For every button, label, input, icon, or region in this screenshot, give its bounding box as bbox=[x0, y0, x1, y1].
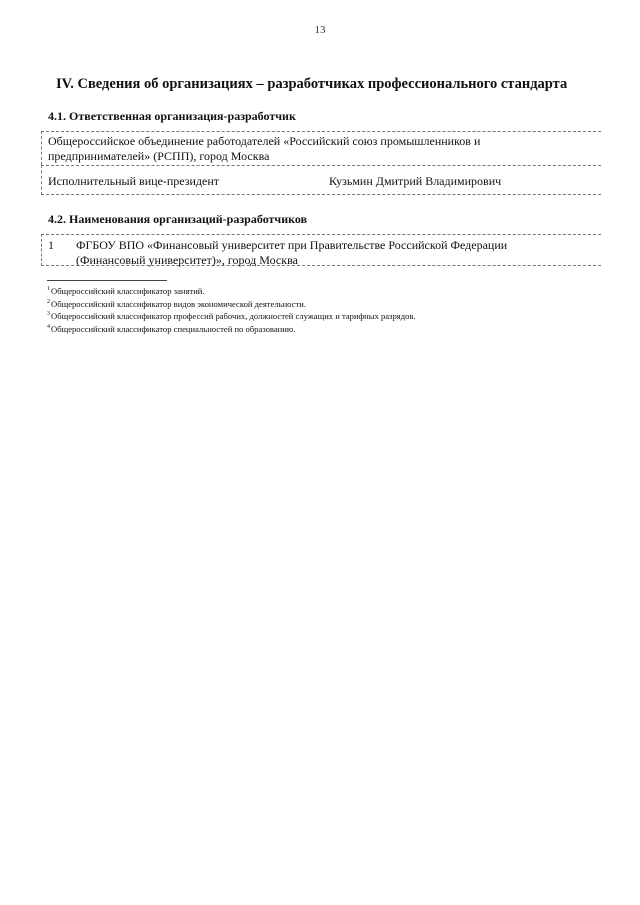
footnote-mark: 3 bbox=[47, 311, 50, 318]
developer-orgs-heading: 4.2. Наименования организаций-разработчиков bbox=[48, 212, 308, 226]
responsible-org-table bbox=[41, 131, 601, 195]
developer-org-number: 1 bbox=[48, 238, 54, 252]
footnote-text: Общероссийский классификатор профессий рабочих, должностей служащих и тарифных разрядов. bbox=[51, 311, 416, 321]
footnote bbox=[47, 285, 567, 298]
section-title: IV. Сведения об организациях – разработчиках профессионального стандарта bbox=[56, 76, 568, 92]
footnote-text: Общероссийский классификатор занятий. bbox=[51, 286, 205, 296]
footnote-text: Общероссийский классификатор специальностей по образованию. bbox=[51, 323, 296, 334]
footnote bbox=[47, 323, 567, 336]
developer-org-name bbox=[76, 238, 507, 268]
footnote bbox=[47, 310, 567, 323]
responsible-org-heading: 4.1. Ответственная организация-разработчик bbox=[48, 109, 296, 123]
representative-row bbox=[41, 165, 601, 195]
developer-orgs-table bbox=[41, 234, 601, 266]
footnote-mark: 4 bbox=[47, 323, 50, 330]
org-name-line-1: Общероссийское объединение работодателей «Российский союз промышленников и bbox=[48, 134, 481, 148]
footnote-mark: 1 bbox=[47, 286, 50, 293]
developer-org-name-line-1: ФГБОУ ВПО «Финансовый университет при Правительстве Российской Федерации bbox=[76, 238, 508, 252]
footnote-divider bbox=[47, 280, 167, 281]
representative-position: Исполнительный вице-президент bbox=[48, 174, 220, 188]
org-name-line-2: предпринимателей» (РСПП), город Москва bbox=[48, 149, 270, 163]
page-number: 13 bbox=[314, 24, 326, 36]
footnote-text: Общероссийский классификатор видов экономической деятельности. bbox=[51, 298, 306, 309]
footnote bbox=[47, 298, 567, 311]
developer-org-row bbox=[41, 234, 601, 266]
representative-name: Кузьмин Дмитрий Владимирович bbox=[329, 174, 502, 188]
footnotes bbox=[47, 285, 567, 335]
footnote-mark: 2 bbox=[47, 298, 50, 305]
org-name-row bbox=[41, 131, 601, 165]
developer-org-name-line-2: (Финансовый университет)», город Москва bbox=[76, 253, 298, 267]
